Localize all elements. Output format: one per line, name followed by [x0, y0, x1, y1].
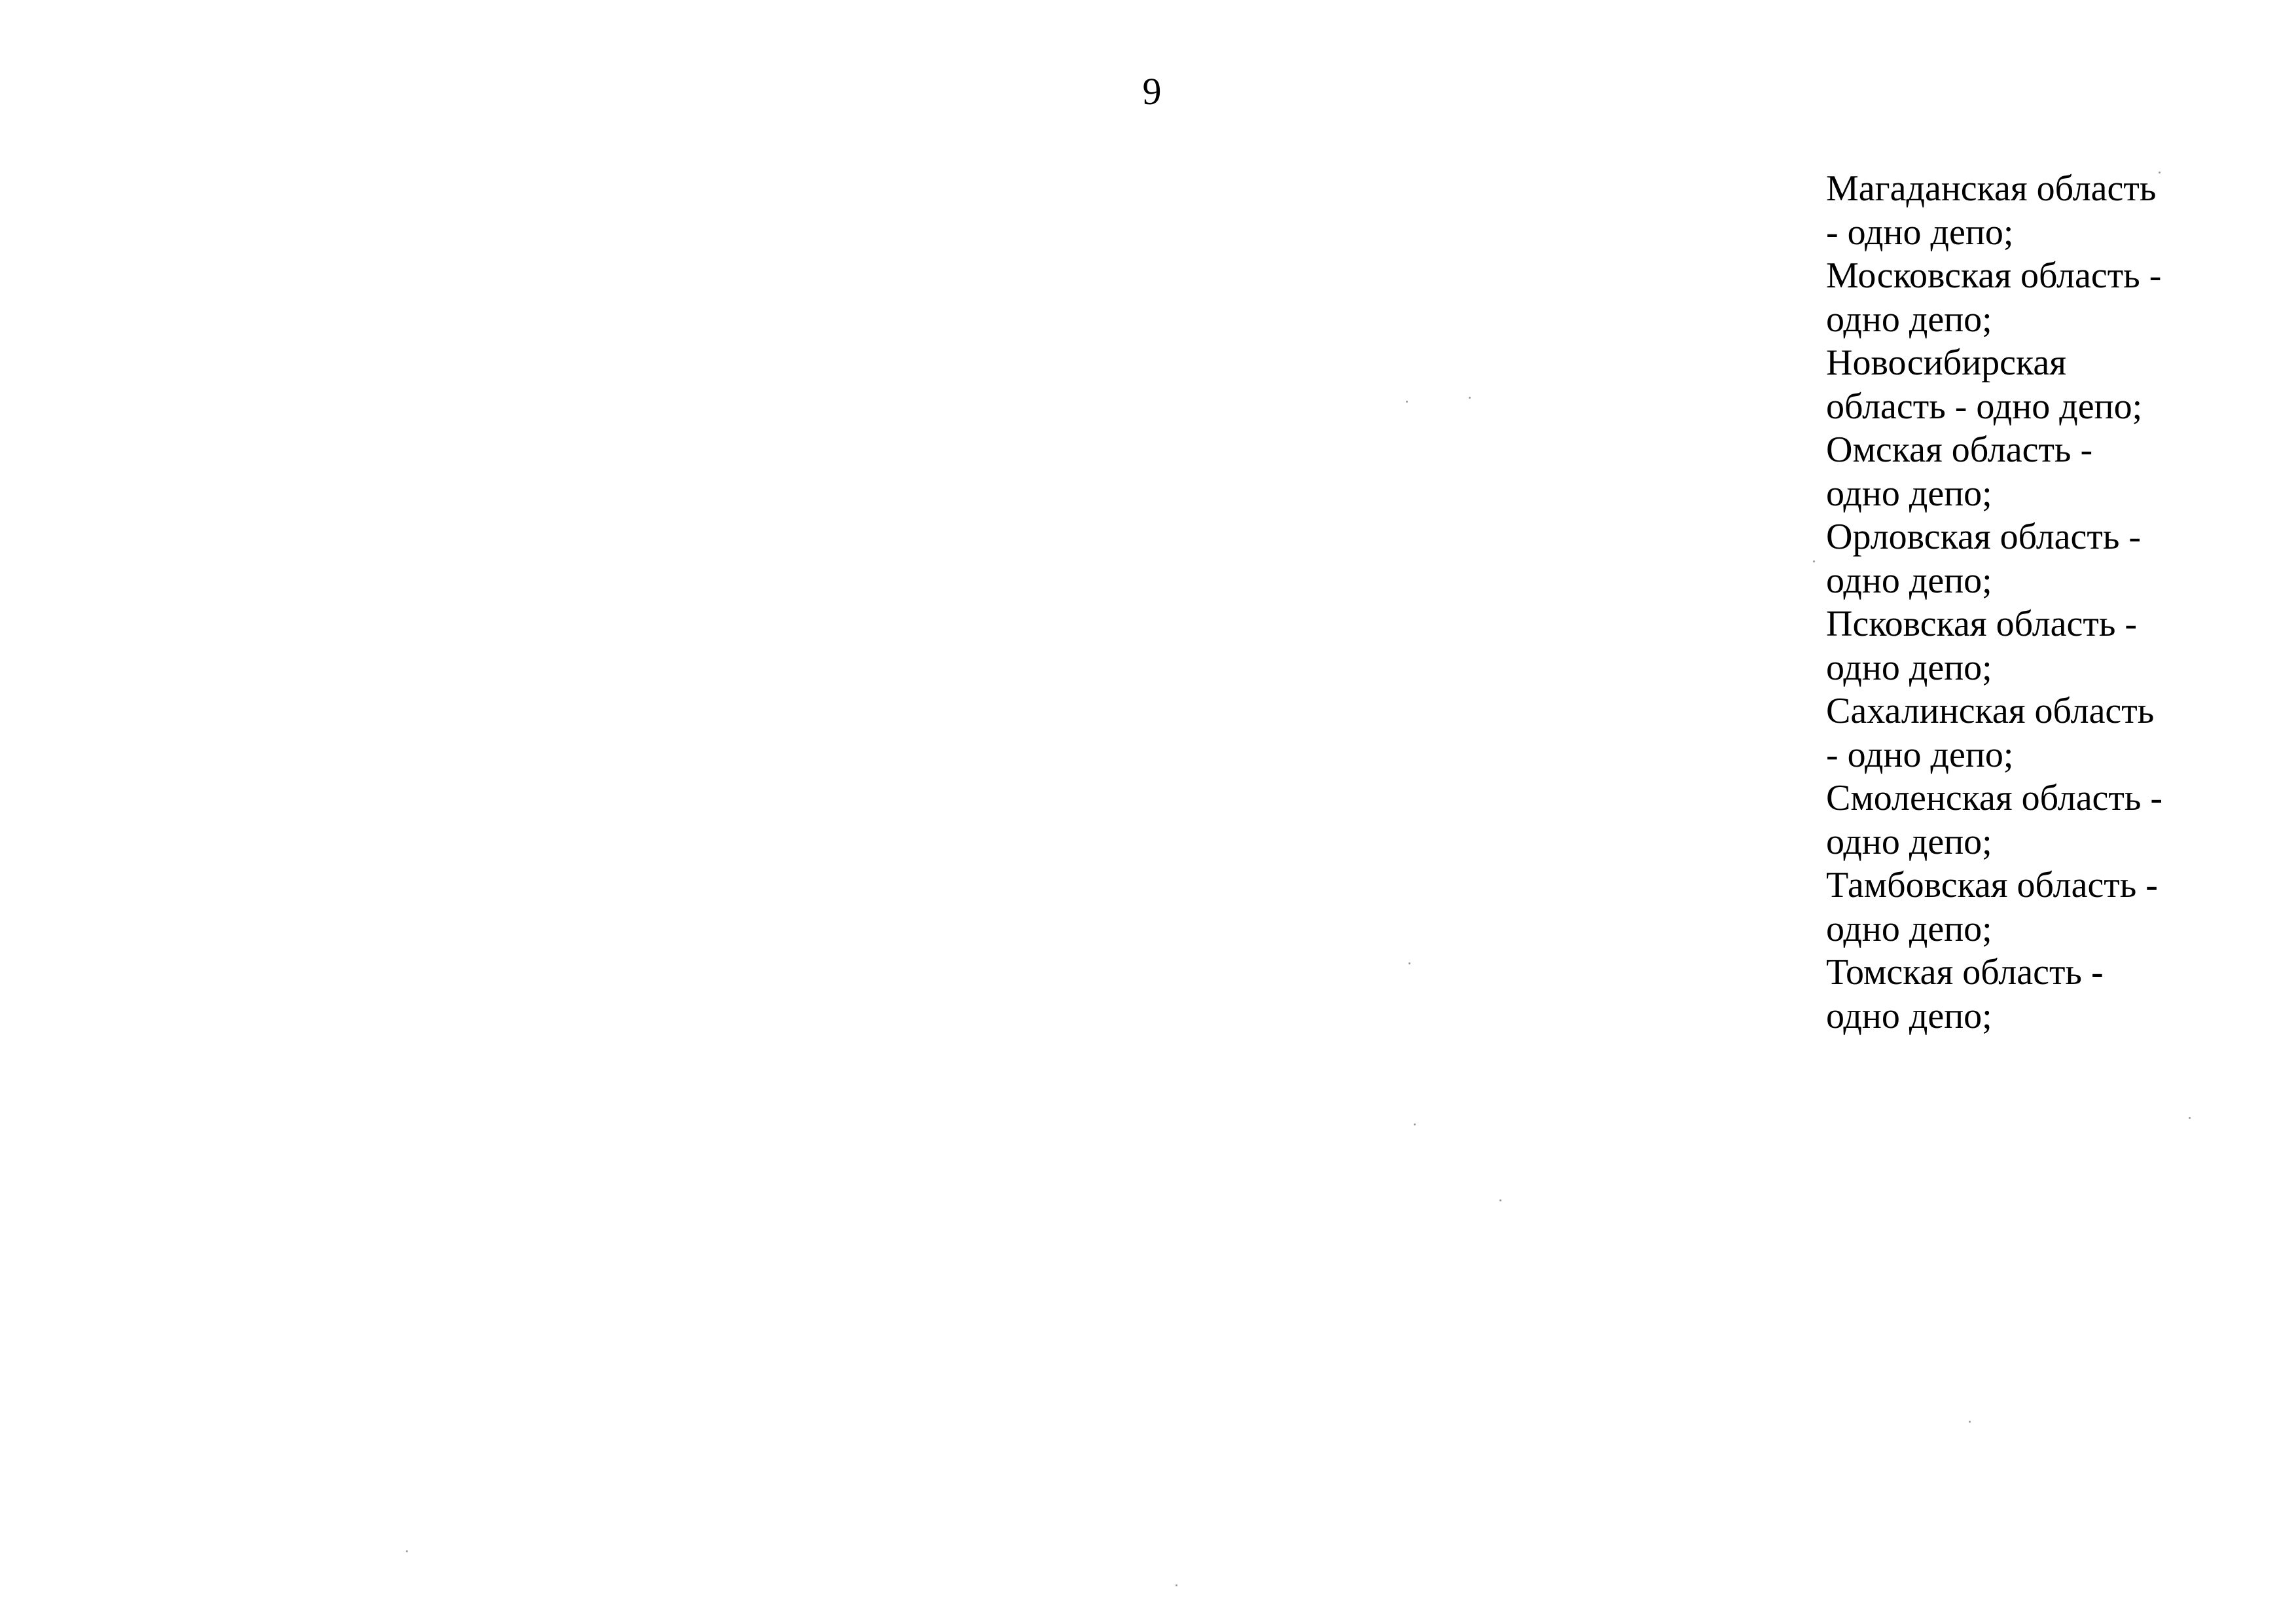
page-number: 9 — [1142, 70, 1162, 113]
list-item: Томская область - одно депо; — [1826, 952, 2104, 1036]
scan-speck — [1414, 1123, 1416, 1125]
list-item: Омская область - одно депо; — [1826, 429, 2093, 514]
list-item: Псковская область - одно депо; — [1826, 604, 2138, 688]
scan-speck — [2189, 1117, 2191, 1119]
list-item: Смоленская область - одно депо; — [1826, 778, 2163, 862]
list-item: Новосибирская область - одно депо; — [1826, 342, 2143, 427]
scan-speck — [1408, 962, 1410, 964]
list-item: Магаданская область - одно депо; — [1826, 168, 2157, 253]
scan-speck — [2159, 172, 2161, 173]
scan-speck — [1406, 401, 1408, 403]
list-item: Тамбовская область - одно депо; — [1826, 865, 2158, 949]
scan-speck — [1175, 1584, 1177, 1586]
scan-speck — [1813, 560, 1815, 562]
list-item: Сахалинская область - одно депо; — [1826, 691, 2155, 775]
list-item: Орловская область - одно депо; — [1826, 517, 2142, 601]
list-item: Московская область - одно депо; — [1826, 255, 2162, 340]
region-list — [1826, 167, 2166, 1038]
scan-speck — [406, 1550, 408, 1552]
scan-speck — [1499, 1199, 1501, 1201]
scan-speck — [1969, 1421, 1971, 1423]
scan-speck — [1469, 397, 1471, 399]
